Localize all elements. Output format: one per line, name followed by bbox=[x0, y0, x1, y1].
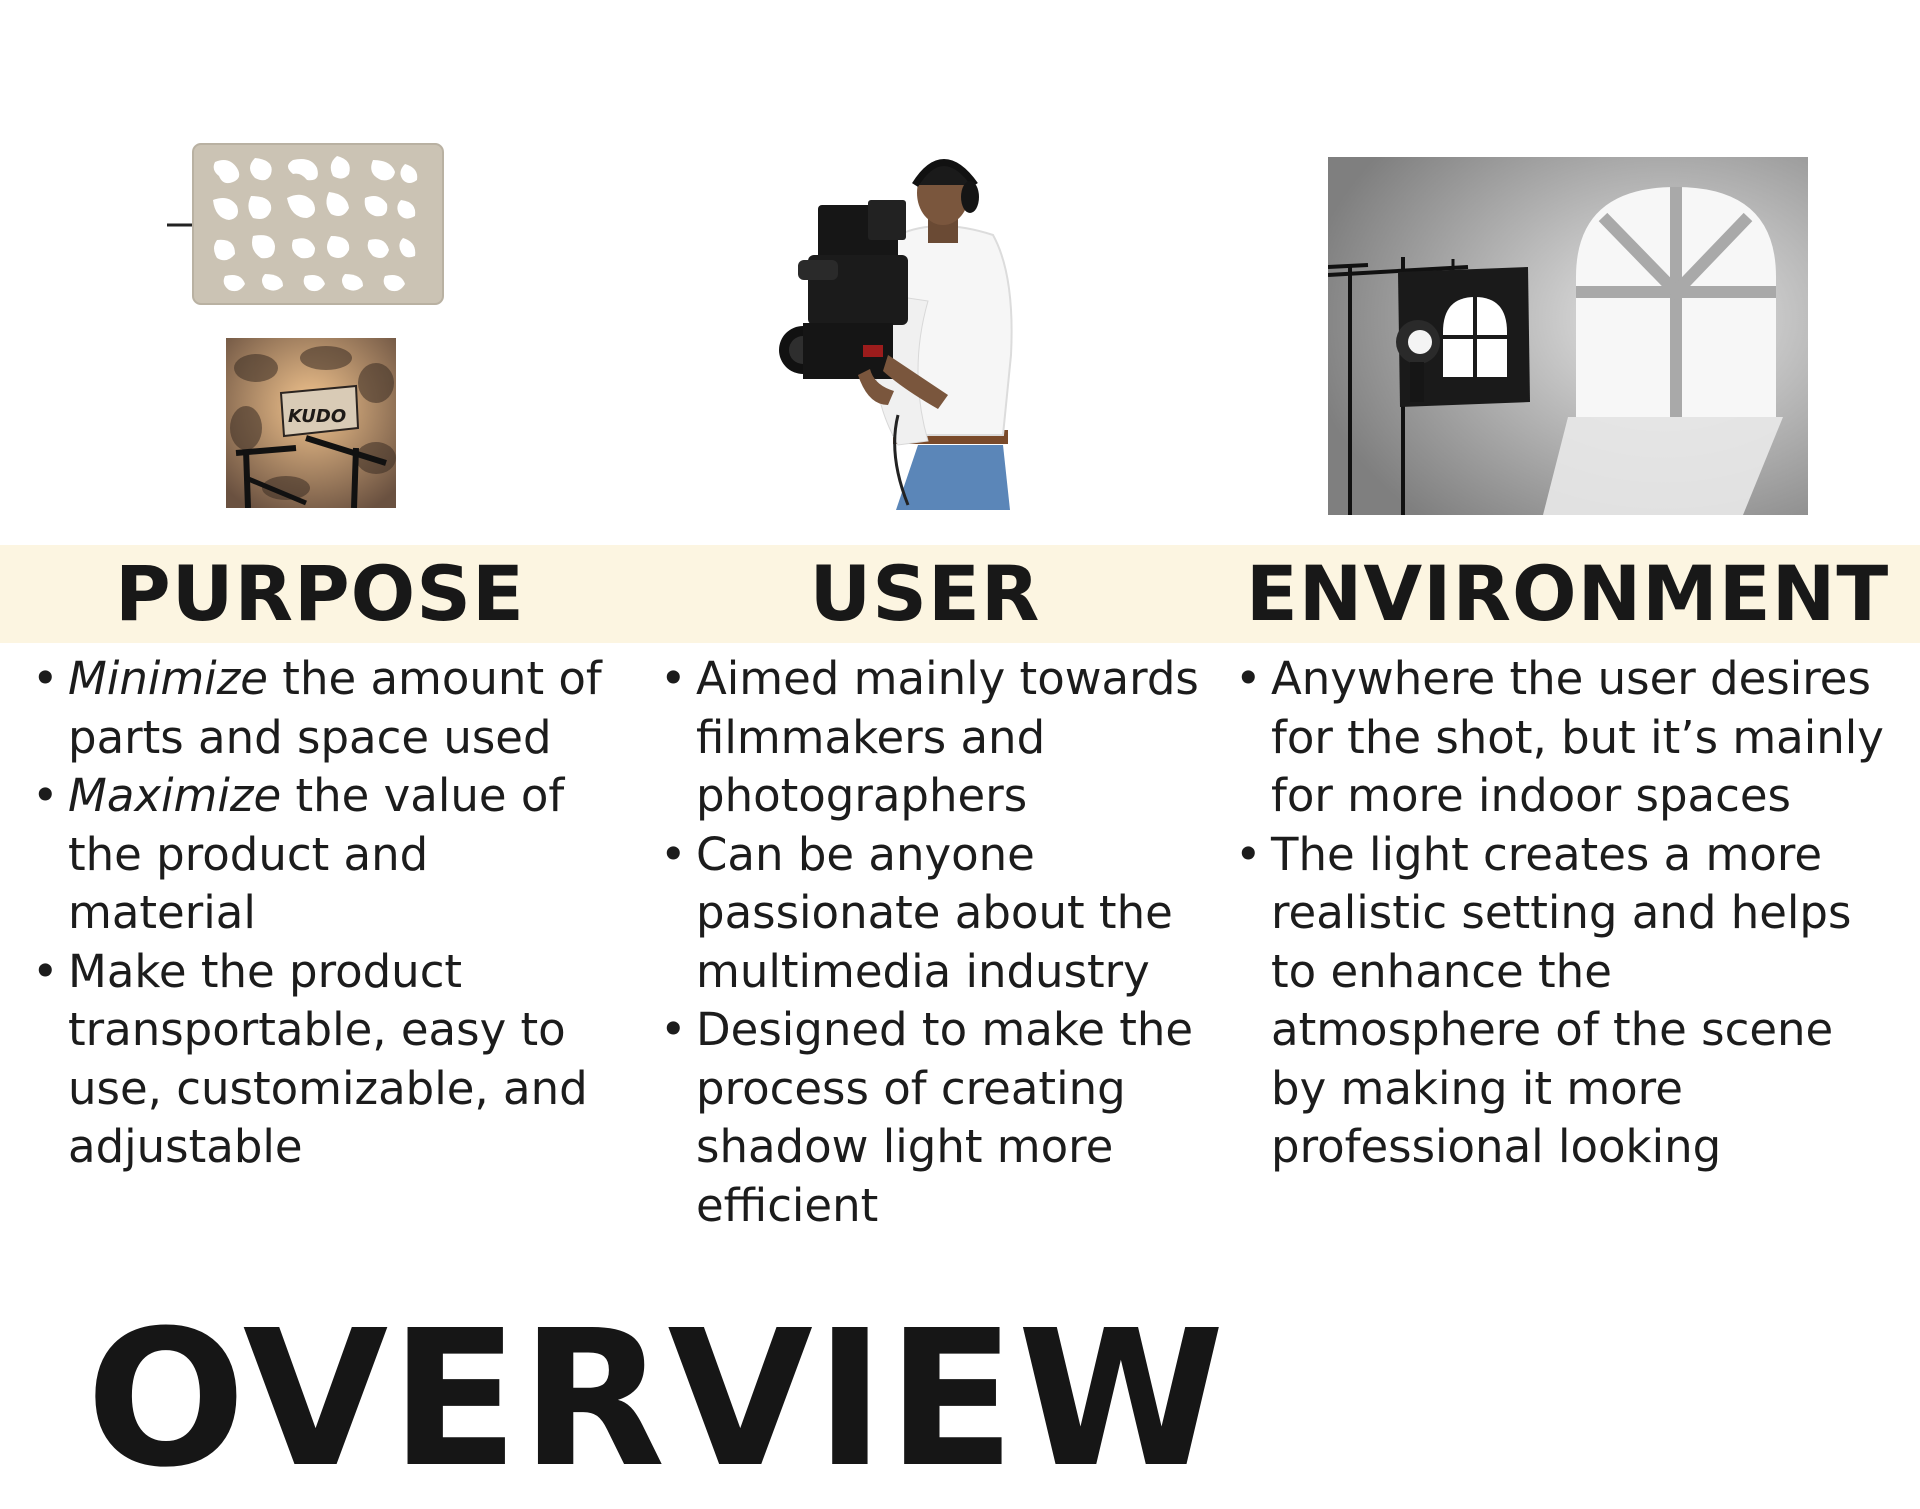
environment-list bbox=[1235, 650, 1895, 1177]
page-title: OVERVIEW bbox=[86, 1290, 1227, 1509]
kudo-chair-image bbox=[226, 338, 396, 508]
videographer-image bbox=[778, 145, 1044, 510]
list-item: • The light creates a more realistic setting and helps to enhance the atmosphere of the scene by making it more professional looking bbox=[1235, 826, 1895, 1177]
list-item: • Aimed mainly towards filmmakers and photographers bbox=[660, 650, 1200, 826]
list-item: • Anywhere the user desires for the shot, but it’s mainly for more indoor spaces bbox=[1235, 650, 1895, 826]
list-item: • Maximize the value of the product and material bbox=[32, 767, 627, 943]
list-item: • Minimize the amount of parts and space used bbox=[32, 650, 627, 767]
list-item: • Can be anyone passionate about the multimedia industry bbox=[660, 826, 1200, 1002]
list-item: • Make the product transportable, easy to use, customizable, and adjustable bbox=[32, 943, 627, 1177]
user-list bbox=[660, 650, 1200, 1235]
window-shadow-image bbox=[1328, 157, 1808, 515]
svg-text:KUDO: KUDO bbox=[288, 406, 347, 427]
purpose-heading: PURPOSE bbox=[115, 549, 525, 638]
user-heading: USER bbox=[809, 549, 1041, 638]
purpose-list bbox=[32, 650, 627, 1177]
list-item: • Designed to make the process of creating shadow light more efficient bbox=[660, 1001, 1200, 1235]
gobo-panel-image bbox=[165, 140, 450, 308]
environment-heading: ENVIRONMENT bbox=[1245, 549, 1890, 638]
